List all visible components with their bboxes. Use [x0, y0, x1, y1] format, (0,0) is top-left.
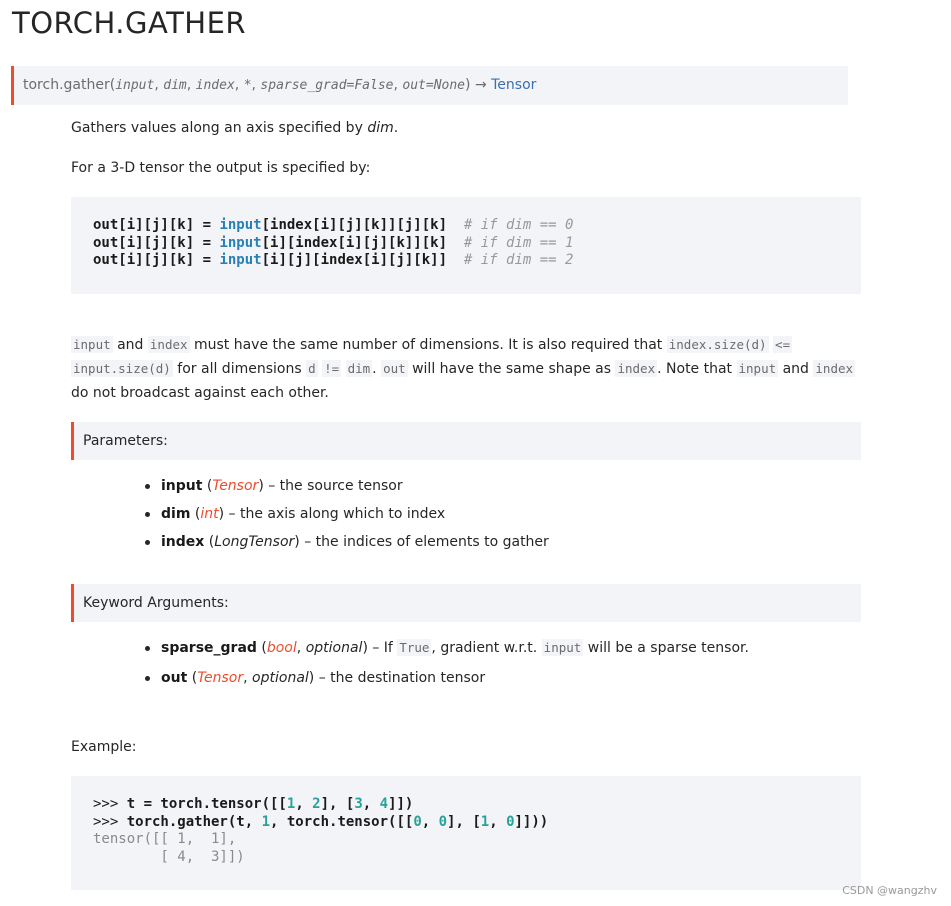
param-dim: dim [163, 78, 187, 93]
page-title: TORCH.GATHER [12, 6, 247, 40]
tensor-description: For a 3-D tensor the output is specified by: [71, 160, 371, 176]
param-type: LongTensor [214, 534, 295, 550]
parameters-heading: Parameters: [71, 422, 861, 460]
formula-line [93, 235, 464, 251]
list-item: out (Tensor, optional) – the destination tensor [141, 664, 749, 692]
intro-paragraph [71, 116, 861, 140]
example-label: Example: [71, 739, 137, 755]
formula-lhs: out[i][j][k] = [93, 252, 220, 269]
param-sparse-grad: sparse_grad=False [260, 78, 394, 93]
paren-close: ) [465, 77, 471, 93]
formula-builtin: input [219, 217, 262, 233]
list-item: sparse_grad (bool, optional) – If True , gradient w.r.t. input will be a sparse tensor. [141, 634, 749, 664]
return-arrow: → [474, 77, 487, 93]
formula-rhs: [index[i][j][k]][j][k] [261, 217, 464, 233]
formula-builtin: input [219, 252, 262, 269]
intro-text: Gathers values along an axis specified by [71, 120, 368, 136]
list-item: index (LongTensor) – the indices of elements to gather [141, 528, 549, 556]
inline-code: index.size(d) [668, 337, 767, 352]
formula-line [93, 217, 464, 233]
inline-code: input [73, 337, 111, 352]
formula-line [93, 252, 464, 268]
formula-builtin: input [219, 234, 262, 251]
watermark: CSDN @wangzhv [842, 884, 937, 897]
inline-code: != [324, 361, 340, 376]
inline-code: dim [347, 361, 371, 376]
code-line: >>> t = torch.tensor([[1, 2], [3, 4]]) [93, 796, 414, 812]
example-code-block [71, 776, 861, 890]
param-name: input [161, 478, 203, 494]
param-type-link[interactable]: Tensor [212, 478, 259, 494]
list-item: dim (int) – the axis along which to index [141, 500, 549, 528]
param-name: index [161, 534, 205, 550]
param-star: * [243, 78, 252, 93]
inline-code: index [617, 361, 656, 376]
paren-open: ( [109, 77, 116, 93]
function-signature: torch.gather(input, dim, index, *, sparse_grad=False, out=None) → Tensor [11, 66, 848, 105]
inline-code: <= [775, 337, 791, 352]
shape-requirements-paragraph: input and index must have the same number of dimensions. It is also required that index.size(d) <= input.size(d) for all dimensions d != dim . out will have the same shape as index . Note that input and index do not broadcast against each other. [71, 337, 854, 401]
code-output-line: tensor([[ 1, 1], [93, 831, 237, 848]
intro-dim: dim [367, 120, 394, 136]
formula-lhs: out[i][j][k] = [93, 217, 220, 233]
inline-code: d [308, 361, 316, 376]
param-type-link[interactable]: bool [266, 640, 297, 656]
list-item: input (Tensor) – the source tensor [141, 472, 549, 500]
return-type-link[interactable]: Tensor [491, 77, 537, 93]
formula-rhs: [i][j][index[i][j][k]] [261, 252, 464, 269]
function-name: torch.gather [23, 77, 110, 93]
inline-code: out [383, 361, 406, 376]
inline-code: index [815, 361, 854, 376]
code-line: >>> torch.gather(t, 1, torch.tensor([[0, 0], [1, 0]])) [93, 813, 549, 830]
param-input: input [115, 78, 155, 93]
intro-end: . [393, 120, 399, 136]
inline-code: input [543, 640, 582, 655]
inline-code: index [149, 337, 188, 352]
param-name: out [161, 670, 188, 686]
formula-lhs: out[i][j][k] = [93, 234, 220, 251]
param-out: out=None [402, 78, 466, 93]
code-output-line: [ 4, 3]]) [93, 848, 245, 865]
formula-rhs: [i][index[i][j][k]][k] [261, 234, 464, 251]
inline-code: input [738, 361, 777, 376]
param-name: dim [161, 506, 191, 522]
inline-code: input.size(d) [73, 361, 171, 376]
param-type-link[interactable]: Tensor [197, 670, 244, 686]
formula-comment: # if dim == 1 [463, 234, 574, 251]
formula-comment: # if dim == 0 [463, 217, 574, 233]
param-index: index [195, 78, 235, 93]
param-name: sparse_grad [161, 640, 257, 656]
inline-code: True [399, 640, 430, 655]
formula-comment: # if dim == 2 [463, 252, 574, 269]
optional-label: optional [252, 670, 309, 686]
param-type-link[interactable]: int [200, 506, 219, 522]
parameters-list [141, 472, 549, 556]
keyword-arguments-list [141, 634, 749, 692]
optional-label: optional [305, 640, 363, 656]
keyword-arguments-heading: Keyword Arguments: [71, 584, 861, 622]
formula-block [71, 197, 861, 294]
